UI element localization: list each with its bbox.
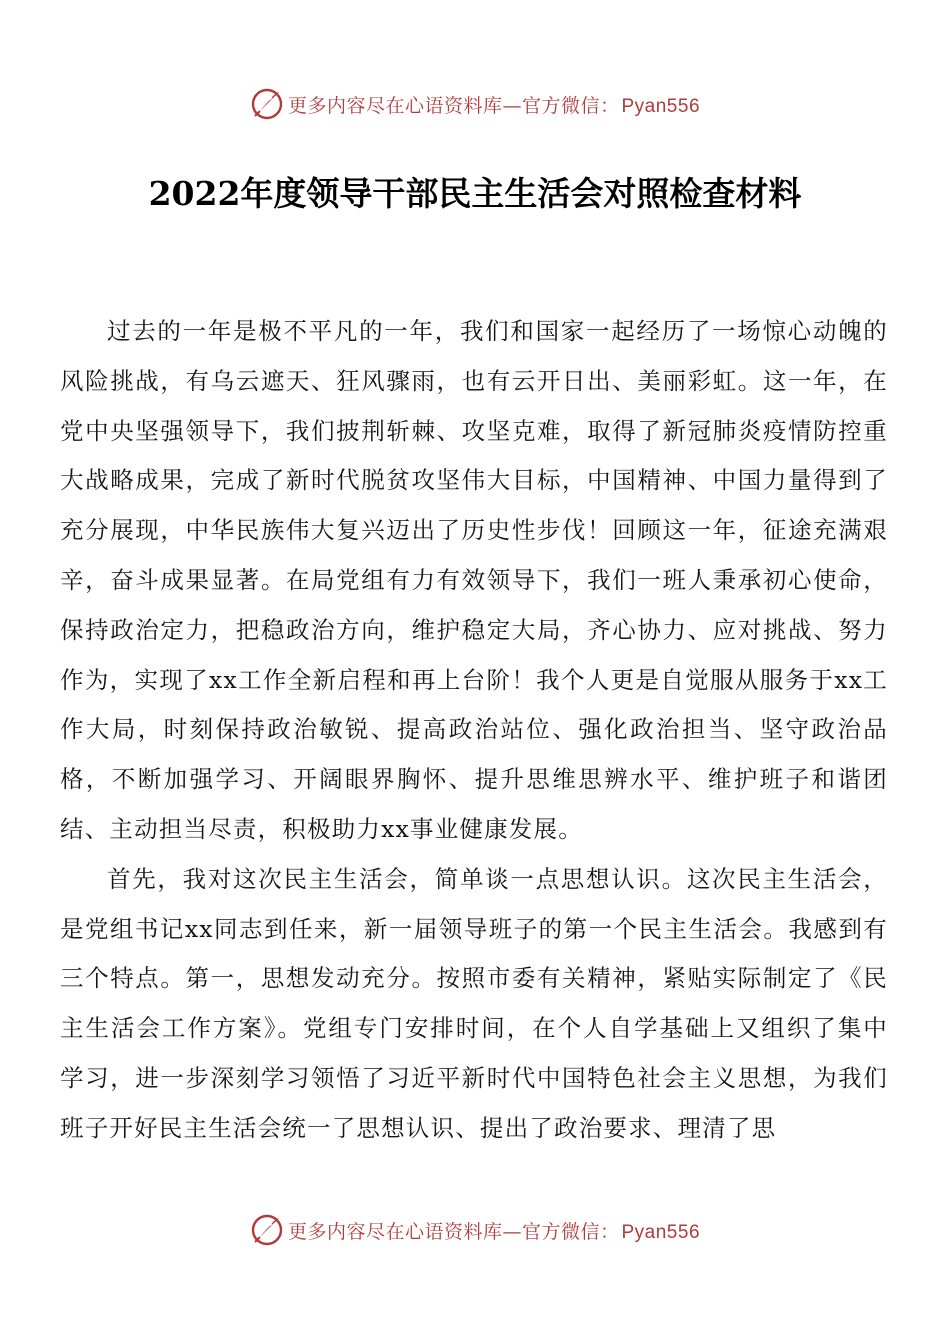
watermark-label: 更多内容尽在心语资料库—官方微信： <box>287 1220 620 1243</box>
document-title: 2022年度领导干部民主生活会对照检查材料 <box>148 174 802 213</box>
document-body <box>60 307 888 1154</box>
watermark-text <box>288 91 700 118</box>
quill-logo-icon <box>250 1213 284 1247</box>
watermark-account: Pyan556 <box>621 1221 701 1243</box>
quill-logo-icon <box>250 87 284 121</box>
header-watermark <box>0 84 950 124</box>
watermark-label: 更多内容尽在心语资料库—官方微信： <box>287 94 620 117</box>
paragraph-1: 过去的一年是极不平凡的一年，我们和国家一起经历了一场惊心动魄的风险挑战，有乌云遮天、狂风骤雨，也有云开日出、美丽彩虹。这一年，在党中央坚强领导下，我们披荆斩棘、攻坚克难，取得了新冠肺炎疫情防控重大战略成果，完成了新时代脱贫攻坚伟大目标，中国精神、中国力量得到了充分展现，中华民族伟大复兴迈出了历史性步伐！回顾这一年，征途充满艰辛，奋斗成果显著。在局党组有力有效领导下，我们一班人秉承初心使命，保持政治定力，把稳政治方向，维护稳定大局，齐心协力、应对挑战、努力作为，实现了xx工作全新启程和再上台阶！我个人更是自觉服从服务于xx工作大局，时刻保持政治敏锐、提高政治站位、强化政治担当、坚守政治品格，不断加强学习、开阔眼界胸怀、提升思维思辨水平、维护班子和谐团结、主动担当尽责，积极助力xx事业健康发展。 <box>60 317 888 843</box>
watermark-text <box>288 1217 700 1244</box>
footer-watermark <box>0 1210 950 1250</box>
watermark-account: Pyan556 <box>621 95 701 117</box>
paragraph-2: 首先，我对这次民主生活会，简单谈一点思想认识。这次民主生活会，是党组书记xx同志到任来，新一届领导班子的第一个民主生活会。我感到有三个特点。第一，思想发动充分。按照市委有关精神，紧贴实际制定了《民主生活会工作方案》。党组专门安排时间，在个人自学基础上又组织了集中学习，进一步深刻学习领悟了习近平新时代中国特色社会主义思想，为我们班子开好民主生活会统一了思想认识、提出了政治要求、理清了思 <box>60 864 888 1142</box>
